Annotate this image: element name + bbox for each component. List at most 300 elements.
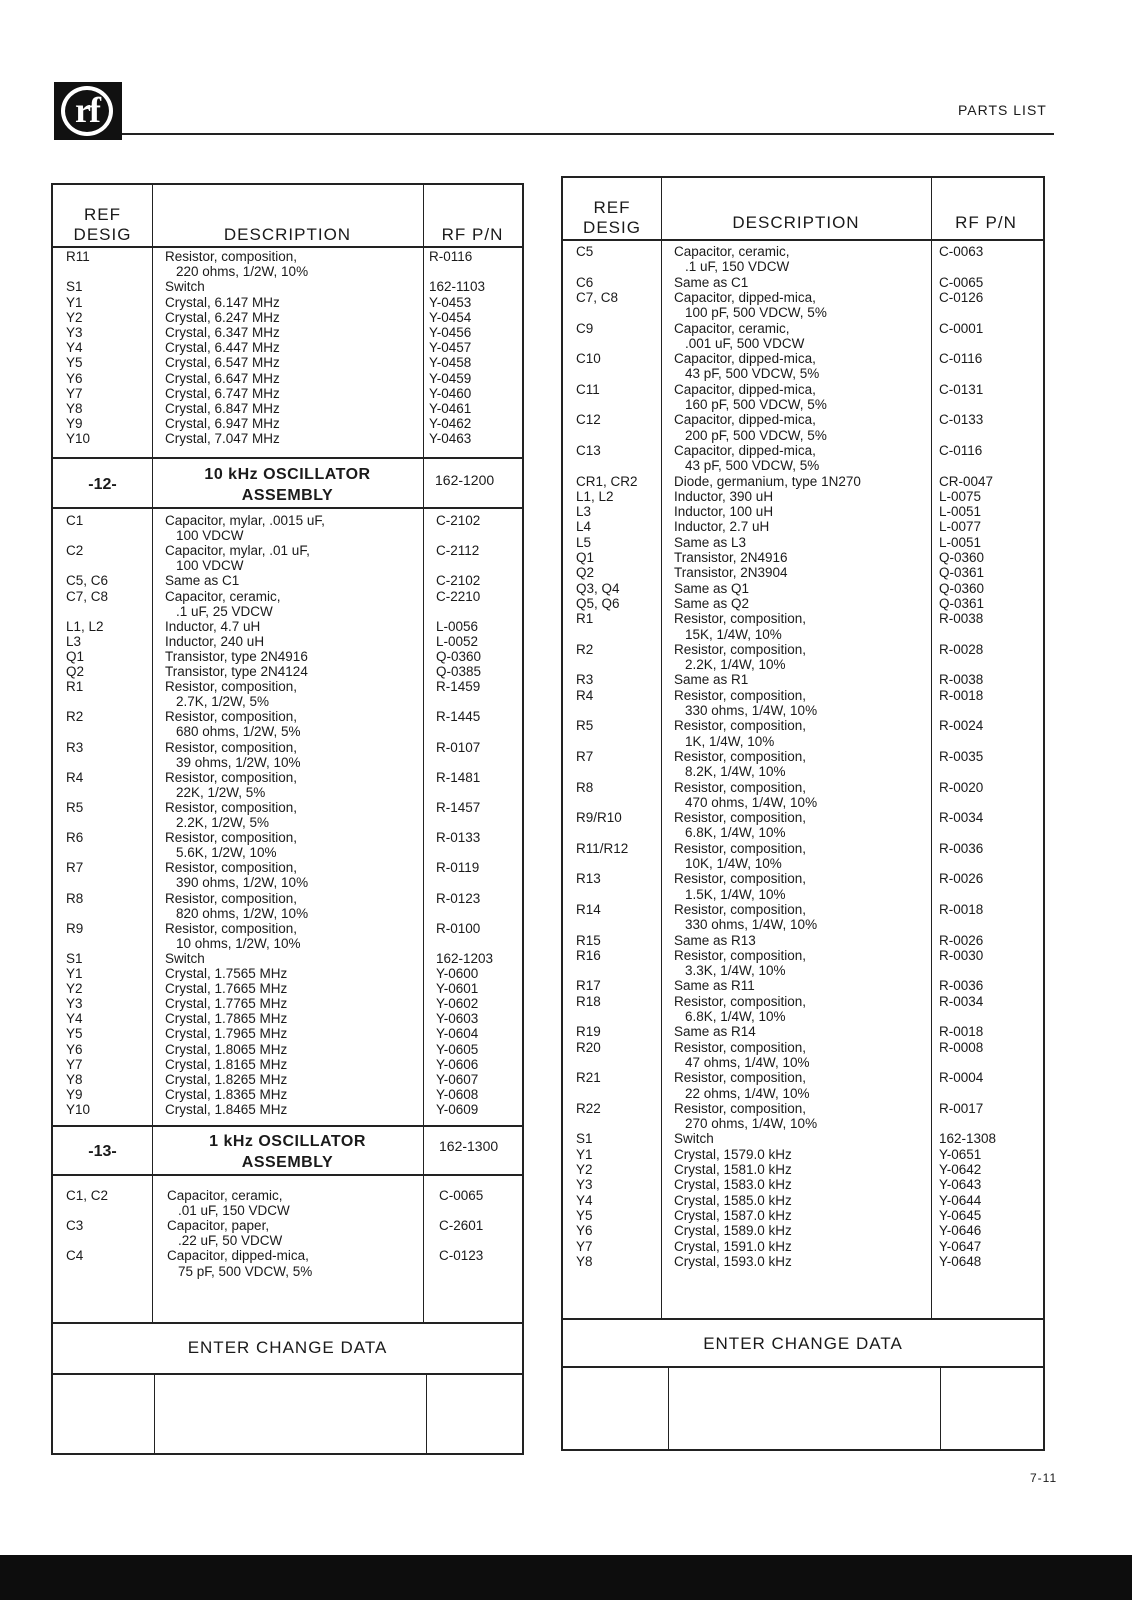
- part-number: R-0107: [436, 739, 481, 755]
- description: Same as R14: [674, 1024, 756, 1040]
- part-number: C-2102: [436, 573, 481, 589]
- ref-desig: Y9: [66, 416, 83, 432]
- col-header-pn: RF P/N: [441, 225, 504, 244]
- part-number: C-2112: [436, 543, 480, 559]
- ref-desig: C12: [576, 412, 601, 428]
- table-row: [563, 1055, 1043, 1070]
- table-row: [53, 401, 522, 416]
- description: Crystal, 6.847 MHz: [165, 401, 280, 416]
- table-row: [563, 764, 1043, 779]
- part-number: R-0034: [939, 810, 984, 826]
- ref-desig: Y1: [66, 294, 83, 310]
- section-divider: [53, 507, 522, 509]
- table-row: [53, 310, 522, 325]
- table-row: [53, 860, 522, 875]
- description: Switch: [165, 950, 205, 966]
- table-row: [53, 785, 522, 800]
- ref-desig: R1: [66, 679, 84, 695]
- description: Crystal, 6.947 MHz: [165, 416, 280, 432]
- part-number: Q-0361: [939, 595, 985, 611]
- description: 1.5K, 1/4W, 10%: [685, 886, 786, 902]
- ref-desig: Y2: [576, 1162, 593, 1177]
- ref-desig: C10: [576, 351, 601, 367]
- ref-desig: Y2: [66, 981, 83, 997]
- ref-desig: Y5: [66, 355, 83, 371]
- description: Resistor, composition,: [165, 799, 298, 815]
- description: 1K, 1/4W, 10%: [685, 733, 775, 749]
- part-number: R-0017: [939, 1100, 984, 1116]
- description: .01 uF, 150 VDCW: [178, 1203, 290, 1219]
- table-row: [53, 1026, 522, 1041]
- description: Crystal, 1589.0 kHz: [674, 1223, 792, 1239]
- description: .1 uF, 25 VDCW: [176, 603, 273, 619]
- ref-desig: R13: [576, 871, 601, 887]
- description: 100 VDCW: [176, 558, 244, 574]
- table-row: [563, 1193, 1043, 1208]
- table-row: [563, 1086, 1043, 1101]
- part-number: Y-0463: [429, 431, 472, 447]
- part-number: C-0063: [939, 244, 984, 259]
- description: Inductor, 390 uH: [674, 488, 774, 504]
- change-data-divider: [53, 1322, 522, 1324]
- description: Capacitor, ceramic,: [167, 1188, 283, 1203]
- ref-desig: L4: [576, 519, 592, 535]
- table-row: [53, 1203, 522, 1218]
- description: Crystal, 6.547 MHz: [165, 355, 280, 371]
- description: Capacitor, dipped-mica,: [167, 1248, 309, 1264]
- description: Crystal, 6.147 MHz: [165, 294, 280, 310]
- ref-desig: C13: [576, 442, 601, 458]
- ref-desig: R2: [576, 641, 594, 657]
- ref-desig: R18: [576, 993, 601, 1009]
- table-row: [53, 558, 522, 573]
- description: Crystal, 1.8465 MHz: [165, 1101, 288, 1117]
- ref-desig: R1: [576, 611, 594, 627]
- ref-desig: C5: [576, 244, 594, 259]
- table-row: [563, 1101, 1043, 1116]
- ref-desig: Q5, Q6: [576, 595, 620, 611]
- section-12-title-line2: ASSEMBLY: [241, 487, 334, 504]
- part-number: Q-0360: [939, 580, 985, 596]
- ref-desig: C1: [66, 513, 84, 528]
- table-row: [53, 981, 522, 996]
- description: Resistor, composition,: [674, 718, 807, 734]
- table-row: [563, 275, 1043, 290]
- description: 43 pF, 500 VDCW, 5%: [685, 366, 820, 382]
- part-number: Y-0605: [436, 1041, 479, 1057]
- table-row: [53, 1248, 522, 1263]
- part-number: Y-0602: [436, 996, 479, 1012]
- description: Capacitor, ceramic,: [674, 244, 790, 259]
- description: Resistor, composition,: [674, 1070, 807, 1086]
- ref-desig: R17: [576, 978, 601, 994]
- column-divider: [154, 1375, 155, 1455]
- table-row: [53, 325, 522, 340]
- table-row: [563, 933, 1043, 948]
- description: 43 pF, 500 VDCW, 5%: [685, 458, 820, 474]
- description: Crystal, 1.7965 MHz: [165, 1026, 288, 1042]
- section-13-title-line1: 1 kHz OSCILLATOR: [209, 1133, 366, 1150]
- ref-desig: S1: [66, 279, 83, 295]
- table-row: [53, 845, 522, 860]
- table-row: [563, 948, 1043, 963]
- part-number: Y-0647: [939, 1238, 982, 1254]
- table-row: [53, 664, 522, 679]
- table-row: [53, 279, 522, 294]
- table-row: [563, 443, 1043, 458]
- description: Diode, germanium, type 1N270: [674, 473, 861, 489]
- part-number: R-0123: [436, 890, 481, 906]
- part-number: R-0024: [939, 718, 984, 734]
- description: Capacitor, dipped-mica,: [674, 442, 816, 458]
- column-divider: [668, 1368, 669, 1451]
- description: Inductor, 240 uH: [165, 633, 265, 649]
- table-row: [563, 627, 1043, 642]
- description: Crystal, 6.647 MHz: [165, 370, 280, 386]
- ref-desig: C1, C2: [66, 1188, 109, 1203]
- part-number: C-0133: [939, 412, 984, 428]
- col-header-ref: [53, 205, 152, 245]
- description: Resistor, composition,: [674, 947, 807, 963]
- description: 8.2K, 1/4W, 10%: [685, 764, 786, 780]
- description: Resistor, composition,: [674, 871, 807, 887]
- table-row: [53, 1233, 522, 1248]
- description: Switch: [674, 1131, 714, 1147]
- table-row: [53, 573, 522, 588]
- table-row: [53, 830, 522, 845]
- table-row: [563, 1208, 1043, 1223]
- part-number: Q-0385: [436, 664, 482, 679]
- table-row: [53, 340, 522, 355]
- table-row: [563, 841, 1043, 856]
- col-header-ref-line1: REF: [593, 198, 631, 217]
- table-row: [563, 642, 1043, 657]
- section-12-title: [152, 464, 423, 506]
- ref-desig: R8: [576, 779, 594, 795]
- table-row: [563, 1162, 1043, 1177]
- part-number: L-0052: [436, 633, 479, 649]
- table-row: [563, 657, 1043, 672]
- description: Crystal, 7.047 MHz: [165, 431, 280, 447]
- table-row: [563, 351, 1043, 366]
- table-row: [563, 550, 1043, 565]
- col-header-ref: [563, 198, 661, 238]
- part-number: 162-1203: [436, 950, 494, 966]
- table-row: [563, 290, 1043, 305]
- table-row: [53, 386, 522, 401]
- ref-desig: Y8: [576, 1253, 593, 1269]
- change-data-divider: [53, 1373, 522, 1375]
- table-row: [563, 1131, 1043, 1146]
- description: 75 pF, 500 VDCW, 5%: [178, 1263, 313, 1279]
- table-row: [53, 619, 522, 634]
- description: Capacitor, paper,: [167, 1218, 270, 1234]
- table-row: [563, 1040, 1043, 1055]
- table-row: [563, 366, 1043, 381]
- ref-desig: L3: [66, 633, 82, 649]
- table-row: [563, 994, 1043, 1009]
- description: Capacitor, dipped-mica,: [674, 289, 816, 305]
- part-number: L-0051: [939, 534, 982, 550]
- table-row: [53, 513, 522, 528]
- ref-desig: R5: [66, 799, 84, 815]
- ref-desig: R9/R10: [576, 810, 622, 826]
- description: Resistor, composition,: [674, 687, 807, 703]
- parts-table-right: [561, 176, 1045, 1451]
- table-row: [563, 825, 1043, 840]
- description: Crystal, 1585.0 kHz: [674, 1192, 792, 1208]
- part-number: Y-0604: [436, 1026, 479, 1042]
- part-number: Y-0645: [939, 1207, 982, 1223]
- ref-desig: S1: [66, 950, 83, 966]
- table-row: [53, 1072, 522, 1087]
- change-data-divider: [563, 1366, 1043, 1368]
- ref-desig: Y10: [66, 1101, 91, 1117]
- part-number: Y-0651: [939, 1146, 982, 1162]
- description: 15K, 1/4W, 10%: [685, 626, 782, 642]
- description: 330 ohms, 1/4W, 10%: [685, 917, 818, 933]
- col-header-description: DESCRIPTION: [223, 225, 352, 244]
- ref-desig: C7, C8: [576, 289, 619, 305]
- ref-desig: C2: [66, 543, 84, 559]
- ref-desig: C5, C6: [66, 573, 109, 589]
- description: Capacitor, dipped-mica,: [674, 351, 816, 367]
- description: 10 ohms, 1/2W, 10%: [176, 935, 301, 951]
- table-row: [53, 921, 522, 936]
- description: 160 pF, 500 VDCW, 5%: [685, 397, 827, 412]
- description: 270 ohms, 1/4W, 10%: [685, 1116, 818, 1132]
- page-header: PARTS LIST: [958, 102, 1047, 118]
- table-row: [53, 755, 522, 770]
- ref-desig: R7: [66, 860, 84, 876]
- ref-desig: L1, L2: [66, 618, 104, 634]
- col-header-ref-line2: DESIG: [73, 225, 132, 244]
- table-row: [53, 1188, 522, 1203]
- description: Resistor, composition,: [674, 840, 807, 856]
- part-number: Y-0461: [429, 401, 472, 416]
- description: Same as R11: [674, 978, 755, 994]
- description: Capacitor, dipped-mica,: [674, 412, 816, 428]
- part-number: R-0026: [939, 932, 984, 948]
- part-number: Q-0361: [939, 565, 985, 581]
- part-number: R-0008: [939, 1039, 984, 1055]
- ref-desig: CR1, CR2: [576, 473, 638, 489]
- part-number: Y-0646: [939, 1223, 982, 1239]
- part-number: R-0028: [939, 641, 984, 657]
- table-row: [563, 1116, 1043, 1131]
- part-number: R-0020: [939, 779, 984, 795]
- description: Resistor, composition,: [674, 779, 807, 795]
- table-row: [53, 371, 522, 386]
- description: Capacitor, mylar, .0015 uF,: [165, 513, 325, 528]
- table-row: [53, 906, 522, 921]
- part-number: R-1445: [436, 709, 481, 725]
- ref-desig: C4: [66, 1248, 84, 1264]
- column-divider: [426, 1375, 427, 1455]
- part-number: R-0030: [939, 947, 984, 963]
- enter-change-data-label: ENTER CHANGE DATA: [187, 1338, 388, 1357]
- description: Crystal, 6.247 MHz: [165, 309, 280, 325]
- part-number: Y-0648: [939, 1253, 982, 1269]
- table-row: [53, 709, 522, 724]
- description: Switch: [165, 279, 205, 295]
- table-row: [563, 1223, 1043, 1238]
- table-row: [563, 1070, 1043, 1085]
- ref-desig: L5: [576, 534, 592, 550]
- table-row: [53, 295, 522, 310]
- description: 22 ohms, 1/4W, 10%: [685, 1085, 810, 1101]
- ref-desig: Y5: [66, 1026, 83, 1042]
- description: Resistor, composition,: [674, 1039, 807, 1055]
- table-row: [563, 856, 1043, 871]
- part-number: C-0065: [439, 1188, 484, 1203]
- part-number: R-1459: [436, 679, 481, 695]
- table-row: [53, 543, 522, 558]
- description: 22K, 1/2W, 5%: [176, 784, 266, 800]
- table-row: [563, 1239, 1043, 1254]
- ref-desig: Y6: [66, 370, 83, 386]
- ref-desig: C6: [576, 274, 594, 290]
- part-number: R-1457: [436, 799, 481, 815]
- part-number: Y-0606: [436, 1056, 479, 1072]
- part-number: Y-0643: [939, 1177, 982, 1193]
- description: Resistor, composition,: [674, 611, 807, 627]
- table-row: [53, 891, 522, 906]
- section-13-number: -13-: [88, 1143, 117, 1160]
- table-row: [563, 412, 1043, 427]
- col-header-pn: RF P/N: [955, 213, 1017, 232]
- table-row: [563, 321, 1043, 336]
- ref-desig: L1, L2: [576, 488, 614, 504]
- part-number: Y-0609: [436, 1101, 479, 1117]
- part-number: R-0036: [939, 978, 984, 994]
- table-row: [53, 431, 522, 446]
- description: Inductor, 100 uH: [674, 504, 774, 520]
- part-number: R-0018: [939, 901, 984, 917]
- description: Resistor, composition,: [165, 830, 298, 846]
- description: Resistor, composition,: [165, 920, 298, 936]
- part-number: C-2601: [439, 1218, 484, 1234]
- ref-desig: Y10: [66, 431, 91, 447]
- table-row: [53, 1264, 522, 1279]
- part-number: Y-0462: [429, 416, 472, 432]
- table-row: [563, 474, 1043, 489]
- description: Crystal, 1587.0 kHz: [674, 1207, 792, 1223]
- table-row: [563, 672, 1043, 687]
- description: 2.7K, 1/2W, 5%: [176, 694, 270, 710]
- ref-desig: Y1: [66, 966, 83, 981]
- ref-desig: R16: [576, 947, 601, 963]
- table-row: [563, 780, 1043, 795]
- ref-desig: R20: [576, 1039, 601, 1055]
- ref-desig: Y2: [66, 309, 83, 325]
- part-number: R-0018: [939, 1024, 984, 1040]
- change-data-divider: [563, 1318, 1043, 1320]
- description: Resistor, composition,: [674, 901, 807, 917]
- ref-desig: Y6: [66, 1041, 83, 1057]
- ref-desig: R21: [576, 1070, 601, 1086]
- ref-desig: S1: [576, 1131, 593, 1147]
- rf-logo: [54, 82, 122, 140]
- part-number: C-0001: [939, 320, 984, 336]
- table-row: [563, 244, 1043, 259]
- header-divider: [563, 239, 1043, 241]
- description: Crystal, 1.8365 MHz: [165, 1086, 288, 1102]
- description: Resistor, composition,: [165, 679, 298, 695]
- ref-desig: R7: [576, 748, 594, 764]
- ref-desig: R3: [576, 672, 594, 688]
- table-row: [53, 589, 522, 604]
- description: Crystal, 1.8265 MHz: [165, 1071, 288, 1087]
- description: 6.8K, 1/4W, 10%: [685, 1009, 786, 1024]
- table-row: [563, 489, 1043, 504]
- part-number: L-0077: [939, 519, 982, 535]
- part-number: Q-0360: [939, 550, 985, 565]
- section-12-title-line1: 10 kHz OSCILLATOR: [204, 466, 371, 483]
- part-number: C-0131: [939, 381, 984, 397]
- description: 100 pF, 500 VDCW, 5%: [685, 305, 827, 321]
- part-number: R-0018: [939, 687, 984, 703]
- ref-desig: Y3: [576, 1177, 593, 1193]
- section-divider: [53, 1125, 522, 1127]
- description: Crystal, 1.7565 MHz: [165, 966, 288, 981]
- part-number: R-1481: [436, 769, 481, 785]
- table-row: [53, 355, 522, 370]
- part-number: R-0026: [939, 871, 984, 887]
- table-row: [53, 1042, 522, 1057]
- part-number: 162-1103: [429, 279, 486, 295]
- table-row: [53, 770, 522, 785]
- table-row: [563, 871, 1043, 886]
- table-row: [563, 963, 1043, 978]
- part-number: Y-0459: [429, 370, 472, 386]
- ref-desig: R9: [66, 920, 84, 936]
- ref-desig: C11: [576, 381, 600, 397]
- description: Transistor, 2N3904: [674, 565, 788, 581]
- table-row: [53, 740, 522, 755]
- description: 390 ohms, 1/2W, 10%: [176, 875, 309, 891]
- part-number: Y-0644: [939, 1192, 982, 1208]
- ref-desig: R19: [576, 1024, 601, 1040]
- table-row: [53, 1087, 522, 1102]
- ref-desig: Y4: [576, 1192, 593, 1208]
- description: 330 ohms, 1/4W, 10%: [685, 703, 818, 718]
- part-number: L-0075: [939, 488, 982, 504]
- description: 3.3K, 1/4W, 10%: [685, 963, 786, 979]
- table-row: [563, 596, 1043, 611]
- part-number: R-0100: [436, 920, 481, 936]
- part-number: Y-0607: [436, 1071, 479, 1087]
- description: 220 ohms, 1/2W, 10%: [176, 264, 309, 280]
- table-row: [563, 382, 1043, 397]
- table-row: [53, 951, 522, 966]
- ref-desig: R4: [66, 769, 84, 785]
- table-row: [563, 1147, 1043, 1162]
- table-row: [53, 604, 522, 619]
- ref-desig: R22: [576, 1100, 601, 1116]
- part-number: C-0116: [939, 442, 983, 458]
- ref-desig: R11: [66, 249, 90, 264]
- description: Same as R1: [674, 672, 749, 688]
- description: 10K, 1/4W, 10%: [685, 856, 782, 871]
- description: Crystal, 1.7865 MHz: [165, 1011, 288, 1027]
- description: Resistor, composition,: [165, 249, 298, 264]
- table-row: [53, 634, 522, 649]
- table-row: [563, 749, 1043, 764]
- enter-change-data-label: ENTER CHANGE DATA: [703, 1334, 903, 1353]
- table-row: [53, 1218, 522, 1233]
- description: 47 ohms, 1/4W, 10%: [685, 1054, 810, 1070]
